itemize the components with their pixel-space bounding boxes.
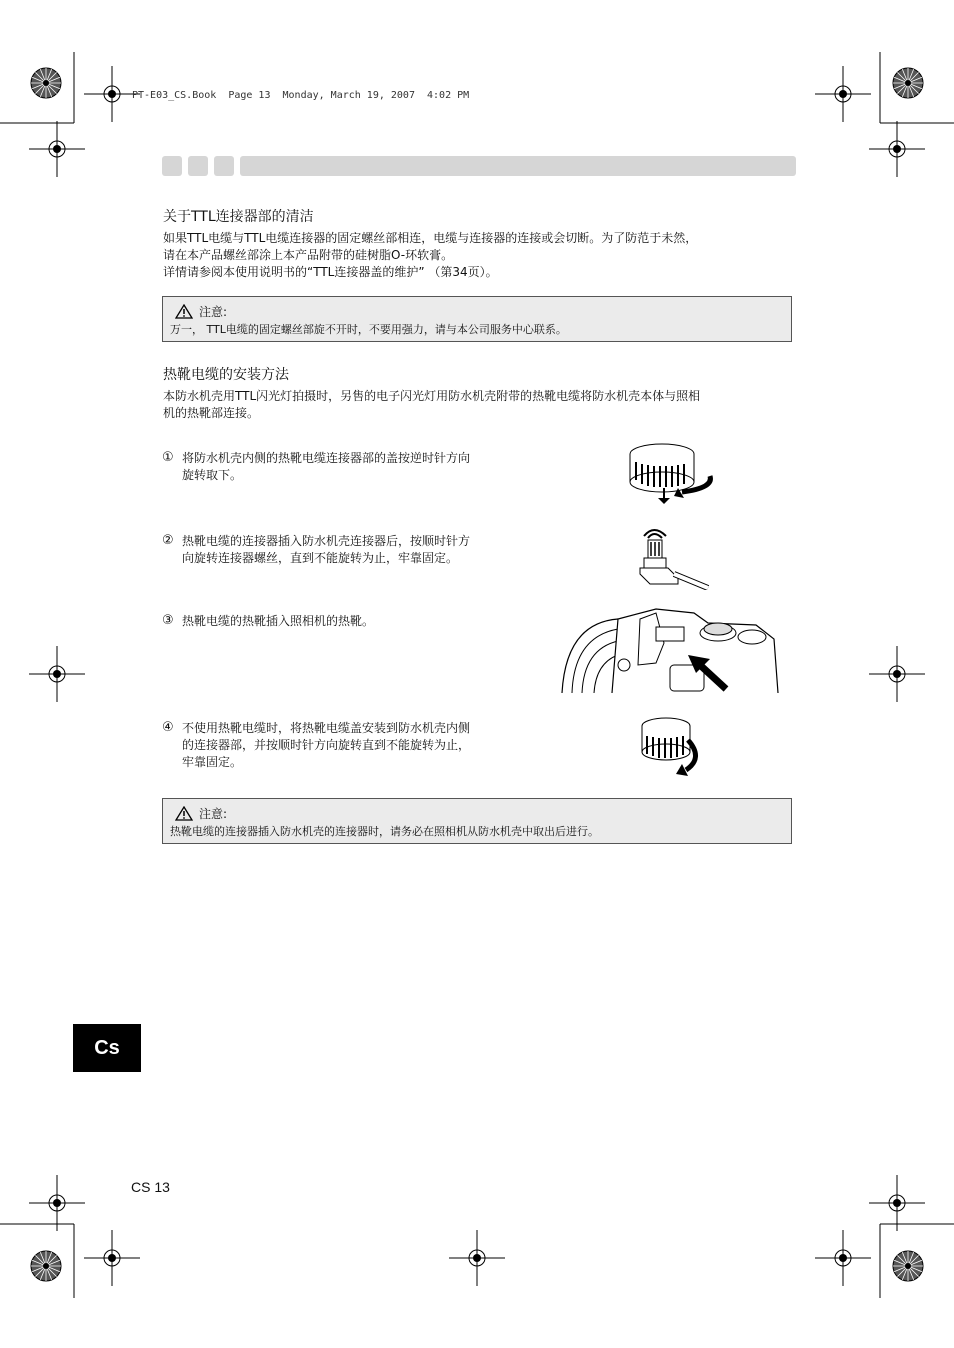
cap-removal-figure xyxy=(622,440,722,506)
warning-triangle-icon xyxy=(175,304,193,319)
header-block-1 xyxy=(162,156,182,176)
body-line: 详情请参阅本使用说明书的“TTL连接器盖的维护” （第34页）。 xyxy=(163,265,498,279)
section-title-ttl-cleaning: 关于TTL连接器部的清洁 xyxy=(163,209,314,225)
section-title-hotshoe-install: 热靴电缆的安装方法 xyxy=(163,367,289,383)
caution-label: 注意: xyxy=(199,807,228,821)
caution-box-1 xyxy=(162,296,792,342)
step-3 xyxy=(162,613,522,630)
connector-screw-figure xyxy=(634,522,714,590)
step-4 xyxy=(162,720,522,771)
body-line: 机的热靴部连接。 xyxy=(163,406,260,420)
step-number: ① xyxy=(162,450,174,465)
warning-triangle-icon xyxy=(175,806,193,821)
step-line: 牢靠固定。 xyxy=(182,755,243,769)
step-number: ③ xyxy=(162,613,174,628)
section-body-ttl-cleaning xyxy=(163,230,697,281)
step-line: 旋转取下。 xyxy=(182,468,243,482)
cap-attach-figure xyxy=(636,714,706,780)
step-number: ④ xyxy=(162,720,174,735)
step-line: 将防水机壳内侧的热靴电缆连接器部的盖按逆时针方向 xyxy=(182,451,471,465)
header-block-2 xyxy=(188,156,208,176)
step-line: 的连接器部，并按顺时针方向旋转直到不能旋转为止， xyxy=(182,738,471,752)
step-line: 热靴电缆的连接器插入防水机壳连接器后，按顺时针方 xyxy=(182,534,471,548)
caution-text: 万一， TTL电缆的固定螺丝部旋不开时，不要用强力，请与本公司服务中心联系。 xyxy=(170,323,567,336)
caution-heading xyxy=(175,303,227,320)
step-1 xyxy=(162,450,522,484)
file-info-header: PT-E03_CS.Book Page 13 Monday, March 19, 2007 4:02 PM xyxy=(132,90,470,101)
caution-box-2 xyxy=(162,798,792,844)
caution-heading xyxy=(175,805,227,822)
step-line: 热靴电缆的热靴插入照相机的热靴。 xyxy=(182,614,375,628)
caution-text: 热靴电缆的连接器插入防水机壳的连接器时，请务必在照相机从防水机壳中取出后进行。 xyxy=(170,825,599,838)
page-number: CS 13 xyxy=(131,1179,170,1195)
step-line: 不使用热靴电缆时，将热靴电缆盖安装到防水机壳内侧 xyxy=(182,721,471,735)
camera-hotshoe-figure xyxy=(560,603,780,695)
body-line: 本防水机壳用TTL闪光灯拍摄时，另售的电子闪光灯用防水机壳附带的热靴电缆将防水机壳本体与照相 xyxy=(163,389,701,403)
caution-label: 注意: xyxy=(199,305,228,319)
step-2 xyxy=(162,533,522,567)
body-line: 请在本产品螺丝部涂上本产品附带的硅树脂O-环软膏。 xyxy=(163,248,454,262)
header-block-3 xyxy=(214,156,234,176)
body-line: 如果TTL电缆与TTL电缆连接器的固定螺丝部相连，电缆与连接器的连接或会切断。为了防范于未然， xyxy=(163,231,698,245)
language-tab: Cs xyxy=(73,1024,141,1072)
section-body-hotshoe-install xyxy=(163,388,700,422)
step-number: ② xyxy=(162,533,174,548)
step-line: 向旋转连接器螺丝，直到不能旋转为止，牢靠固定。 xyxy=(182,551,459,565)
header-title-bar xyxy=(240,156,796,176)
